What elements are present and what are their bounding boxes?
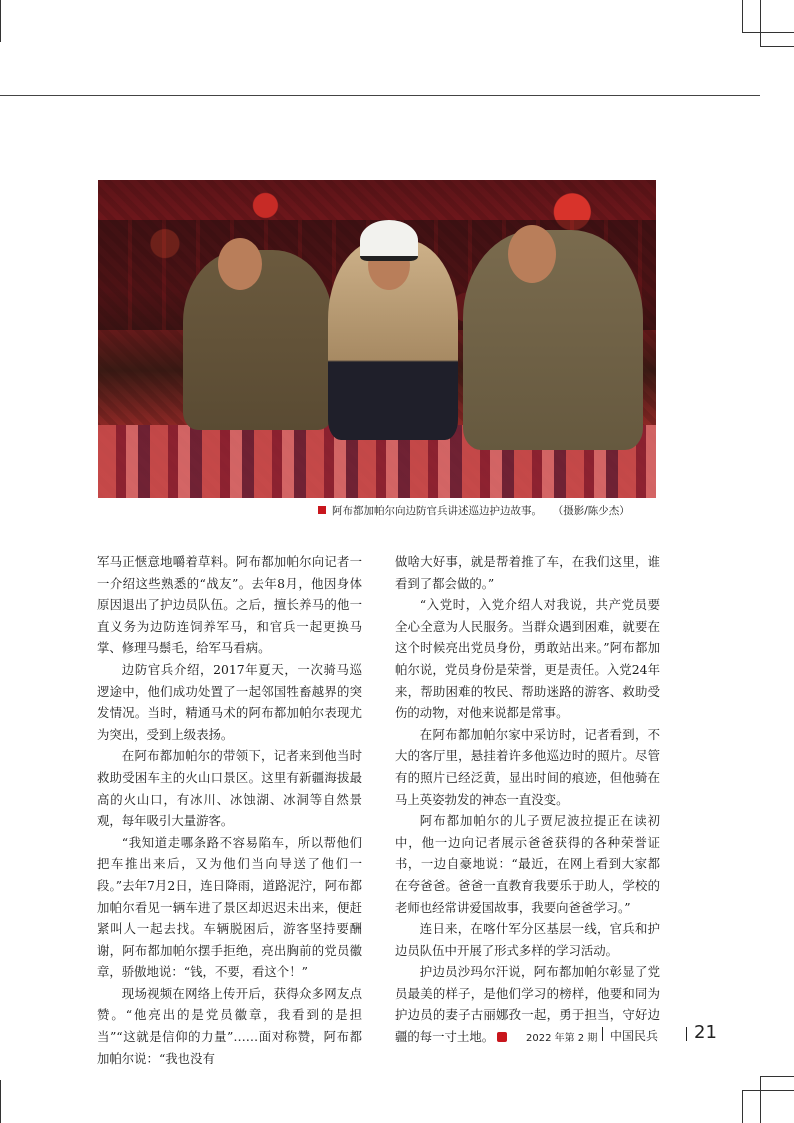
crop-mark <box>742 0 743 32</box>
paragraph: 做啥大好事，就是帮着推了车，在我们这里，谁看到了都会做的。” <box>395 554 660 591</box>
photo-kalpak-hat <box>360 220 418 261</box>
paragraph: 现场视频在网络上传开后，获得众多网友点赞。“他亮出的是党员徽章，我看到的是担当”“这就是信仰的力量”……面对称赞，阿布都加帕尔说：“我也没有 <box>97 985 362 1066</box>
photo-credit: （摄影/陈少杰） <box>558 505 630 517</box>
paragraph: “入党时，入党介绍人对我说，共产党员要全心全意为人民服务。当群众遇到困难，就要在这个时候亮出党员身份，勇敢站出来。”阿布都加帕尔说，党员身份是荣誉，更是责任。入党24年来，帮助困难的牧民、帮助迷路的游客、救助受伤的动物，对他来说都是常事。 <box>395 597 660 721</box>
caption-marker-icon <box>318 506 326 514</box>
photo-face <box>218 238 262 290</box>
footer-divider <box>686 1027 687 1041</box>
paragraph: 在阿布都加帕尔的带领下，记者来到他当时救助受困车主的火山口景区。这里有新疆海拔最高的火山口，有冰川、冰蚀湖、冰洞等自然景观，每年吸引大量游客。 <box>97 748 362 829</box>
caption-text: 阿布都加帕尔向边防官兵讲述巡边护边故事。 <box>332 505 542 517</box>
paragraph: 军马正惬意地嚼着草料。阿布都加帕尔向记者一一介绍这些熟悉的“战友”。去年8月，他因身体原因退出了护边员队伍。之后，擅长养马的他一直义务为边防连饲养军马，和官兵一起更换马掌、修理马鬃毛，给军马看病。 <box>97 554 362 656</box>
end-of-article-icon <box>497 1032 507 1042</box>
article-photo <box>98 180 656 498</box>
issue-label: 2022 年第 2 期 <box>526 1033 598 1044</box>
page-number: 21 <box>694 1022 717 1043</box>
crop-mark <box>760 46 794 47</box>
crop-mark <box>742 1090 794 1091</box>
paragraph: 阿布都加帕尔的儿子贾尼波拉提正在读初中，他一边向记者展示爸爸获得的各种荣誉证书，一边自豪地说：“最近，在网上看到大家都在夸爸爸。爸爸一直教育我要乐于助人，学校的老师也经常讲爱国故事，我要向爸爸学习。” <box>395 813 660 915</box>
crop-mark <box>760 1076 761 1123</box>
crop-mark <box>742 1090 743 1123</box>
article-column-right <box>395 551 660 1048</box>
crop-mark <box>0 1080 1 1123</box>
paragraph-text: 护边员沙玛尔汗说，阿布都加帕尔彰显了党员最美的样子，是他们学习的榜样，他要和同为护边员的妻子古丽娜孜一起，勇于担当，守好边疆的每一寸土地。 <box>395 964 660 1045</box>
paragraph: 边防官兵介绍，2017年夏天，一次骑马巡逻途中，他们成功处置了一起邻国牲畜越界的突发情况。当时，精通马术的阿布都加帕尔表现尤为突出，受到上级表扬。 <box>97 661 362 742</box>
crop-mark <box>760 1076 794 1077</box>
article-column-left <box>97 551 362 1069</box>
photo-face <box>508 225 556 283</box>
crop-mark <box>742 32 794 33</box>
crop-mark <box>0 0 1 42</box>
footer-divider <box>602 1027 603 1041</box>
photo-caption <box>318 503 630 518</box>
paragraph: 在阿布都加帕尔家中采访时，记者看到，不大的客厅里，悬挂着许多他巡边时的照片。尽管有的照片已经泛黄，显出时间的痕迹，但他骑在马上英姿勃发的神态一直没变。 <box>395 726 660 807</box>
page-footer <box>526 1024 716 1044</box>
paragraph: 连日来，在喀什军分区基层一线，官兵和护边员队伍中开展了形式多样的学习活动。 <box>395 921 660 958</box>
crop-mark <box>760 0 761 46</box>
magazine-name: 中国民兵 <box>610 1029 659 1043</box>
header-rule <box>0 95 760 96</box>
paragraph: “我知道走哪条路不容易陷车，所以帮他们把车推出来后，又为他们当向导送了他们一段。”去年7月2日，连日降雨，道路泥泞，阿布都加帕尔看见一辆车进了景区却迟迟未出来，便赶紧叫人一起去找。车辆脱困后，游客坚持要酬谢，阿布都加帕尔摆手拒绝，亮出胸前的党员徽章，骄傲地说：“钱，不要，看这个！” <box>97 834 362 980</box>
